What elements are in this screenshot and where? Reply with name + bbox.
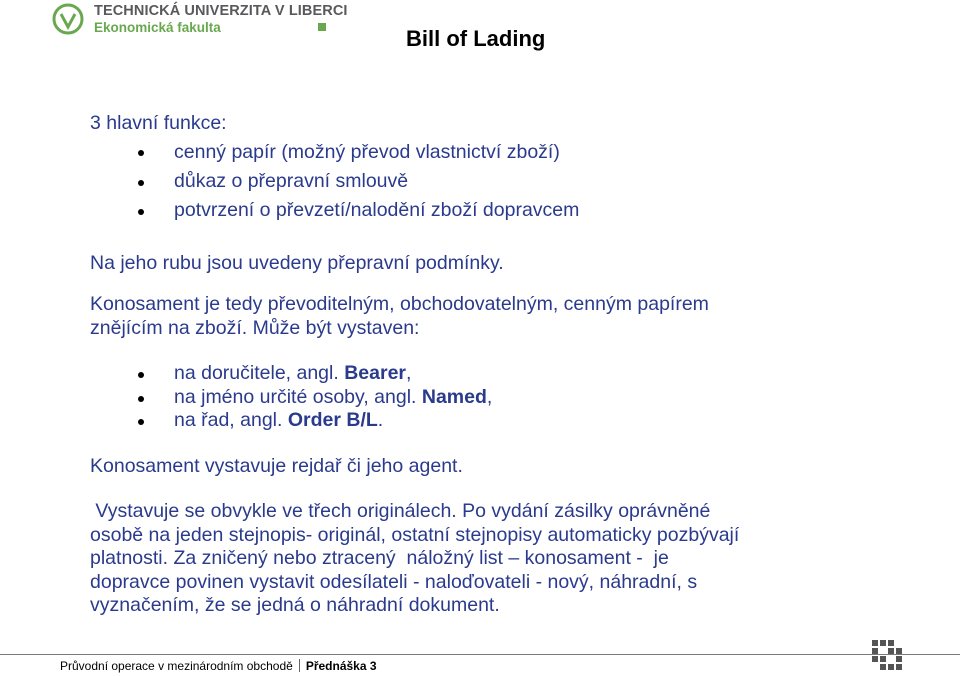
page-title: Bill of Lading <box>406 26 546 51</box>
paragraph-negotiable-line-2: znějícím na zboží. Může být vystaven: <box>90 317 420 339</box>
footer-lecture: Přednáška 3 <box>305 659 377 673</box>
functions-heading: 3 hlavní funkce: <box>90 112 227 134</box>
paragraph-originals-line: osobě na jeden stejnopis- originál, ostatní stejnopisy automaticky pozbývají <box>90 524 740 546</box>
faculty-name: Ekonomická fakulta <box>94 20 221 35</box>
paragraph-originals-line: platnosti. Za zničený nebo ztracený náložný list – konosament - je <box>90 547 669 569</box>
bullet-icon <box>138 209 148 219</box>
bullet-icon <box>138 419 148 429</box>
function-item: důkaz o přepravní smlouvě <box>174 170 409 192</box>
paragraph-negotiable-line-1: Konosament je tedy převoditelným, obchodovatelným, cenným papírem <box>90 293 709 315</box>
paragraph-issuer: Konosament vystavuje rejdař či jeho agent. <box>90 455 463 477</box>
university-emblem-icon <box>52 3 84 35</box>
paragraph-conditions: Na jeho rubu jsou uvedeny přepravní podmínky. <box>90 252 504 274</box>
issue-option-bearer: na doručitele, angl. Bearer, <box>174 362 412 384</box>
footer <box>60 659 377 673</box>
paragraph-originals-line: Vystavuje se obvykle ve třech originálech. Po vydání zásilky oprávněné <box>90 500 711 522</box>
paragraph-originals-line: dopravce povinen vystavit odesílateli - naloďovateli - nový, náhradní, s <box>90 571 698 593</box>
paragraph-originals-line: vyznačením, že se jedná o náhradní dokument. <box>90 594 500 616</box>
issue-option-order: na řad, angl. Order B/L. <box>174 409 384 431</box>
university-logo <box>52 3 348 39</box>
pixel-logo-icon <box>872 640 902 670</box>
university-name: TECHNICKÁ UNIVERZITA V LIBERCI <box>94 3 348 19</box>
bullet-icon <box>138 180 148 190</box>
bullet-icon <box>138 150 148 160</box>
issue-option-named: na jméno určité osoby, angl. Named, <box>174 386 493 408</box>
footer-course: Průvodní operace v mezinárodním obchodě <box>60 659 293 673</box>
function-item: cenný papír (možný převod vlastnictví zboží) <box>174 141 560 163</box>
footer-separator <box>299 659 300 672</box>
function-item: potvrzení o převzetí/nalodění zboží dopravcem <box>174 199 580 221</box>
bullet-icon <box>138 372 148 382</box>
logo-square-icon <box>318 23 326 31</box>
bullet-icon <box>138 396 148 406</box>
footer-divider <box>0 654 960 655</box>
